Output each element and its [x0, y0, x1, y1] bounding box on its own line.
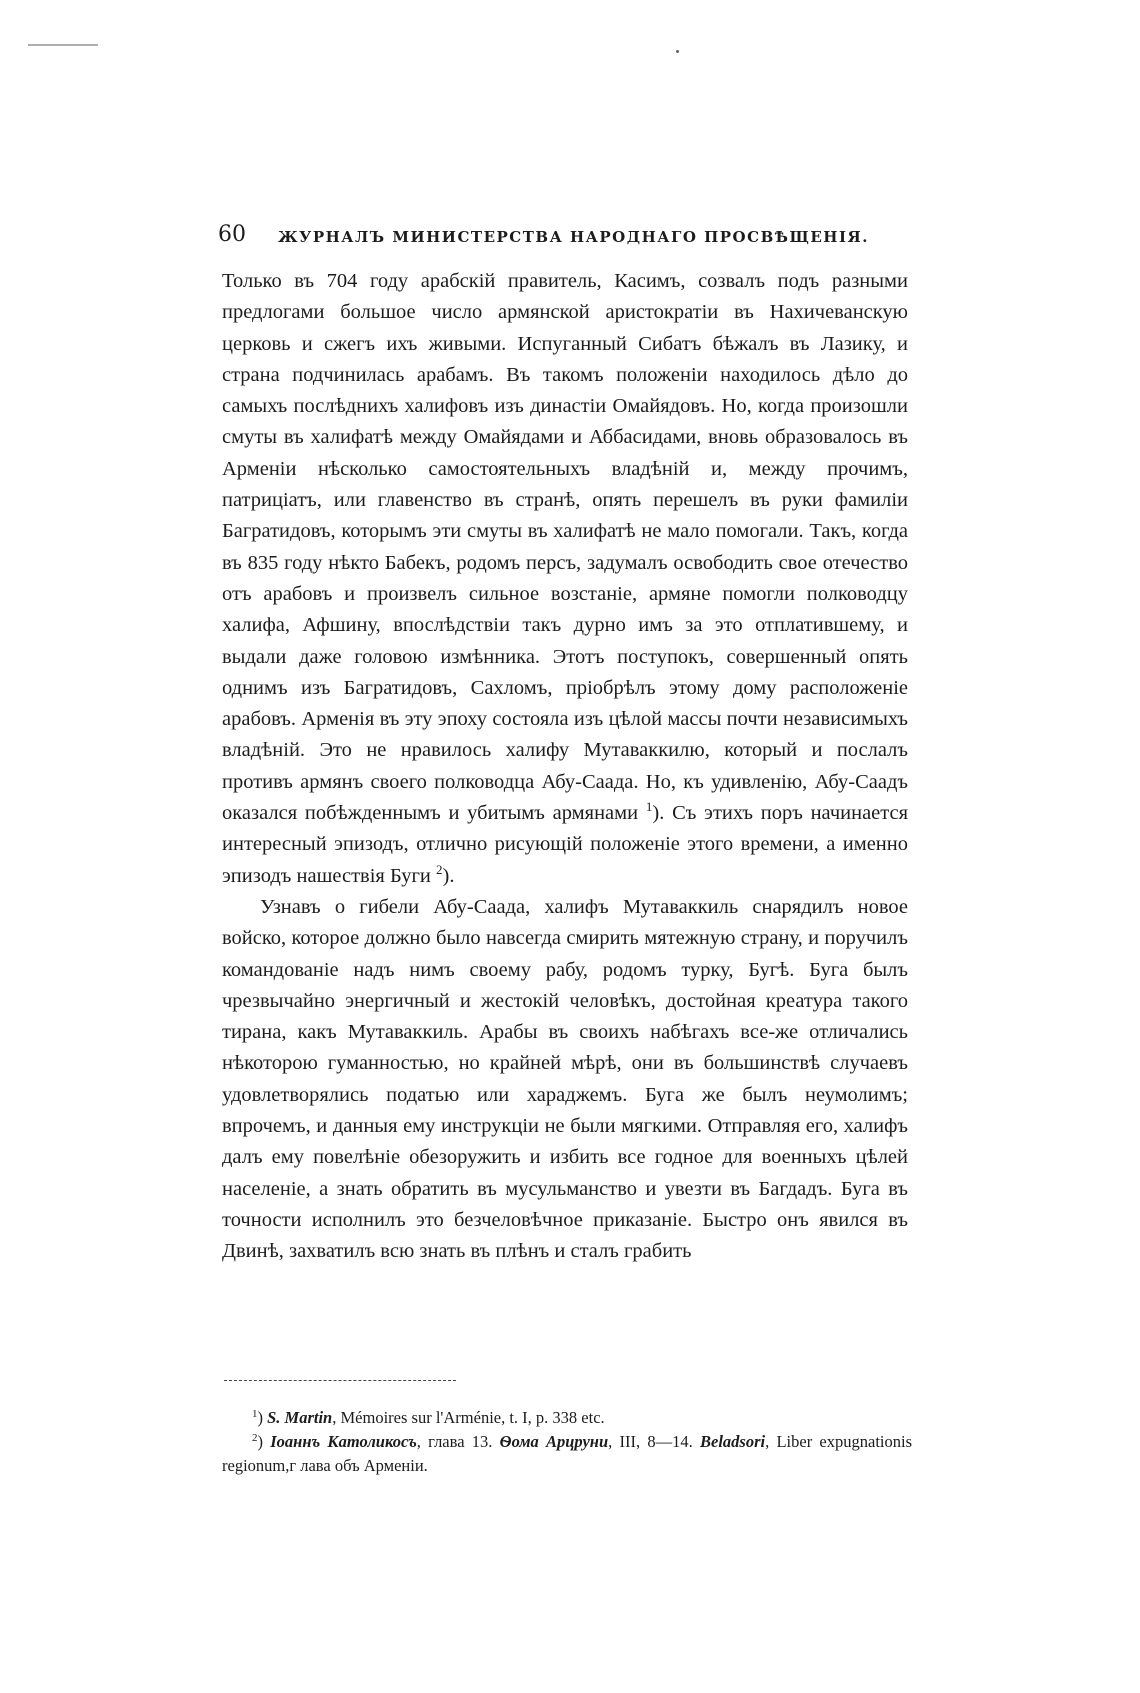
footnote-2-number: 2 [252, 1431, 258, 1444]
footnote-1 [222, 1406, 912, 1430]
paragraph-1-text-c: ). [442, 864, 455, 887]
footnote-1-number: 1 [252, 1407, 258, 1420]
paragraph-1: Только въ 704 году арабскій правитель, Касимъ, созвалъ подъ разными предлогами большое число армянской аристократіи въ Нахичеванскую церковь и сжегъ ихъ живыми. Испуганный Сибатъ бѣжалъ въ Лазику, и страна подчинилась арабамъ. Въ такомъ положеніи находилось дѣло до самыхъ послѣднихъ халифовъ изъ династіи Омайядовъ. Но, когда произошли смуты въ халифатѣ между Омайядами и Аббасидами, вновь образовалось въ Арменіи нѣсколько самостоятельныхъ владѣній и, между прочимъ, патриціатъ, или главенство въ странѣ, опять перешелъ въ руки фамиліи Багратидовъ, которымъ эти смуты въ халифатѣ не мало помогали. Такъ, когда въ 835 году нѣкто Бабекъ, родомъ персъ, задумалъ освободить свое отечество отъ арабовъ и произвелъ сильное возстаніе, армяне помогли полководцу халифа, Афшину, впослѣдствіи такъ дурно имъ за это отплатившему, и выдали даже головою измѣнника. Этотъ поступокъ, совершенный опять однимъ изъ Багратидовъ, Сахломъ, пріобрѣлъ этому дому расположеніе арабовъ. Арменія въ эту эпоху состояла изъ цѣлой массы почти независимыхъ владѣній. Это не нравилось халифу Мутаваккилю, который и послалъ противъ армянъ своего полководца Абу-Саада. Но, къ удивленію, Абу-Саадъ оказался побѣжденнымъ и убитымъ армянами $^1$). Съ этихъ поръ начинается интересный эпизодъ, отлично рисующій положеніе этого времени, а именно эпизодъ нашествія Буги $^2$). [222, 270, 909, 887]
footnote-2-rest: , Liber expugnationis regionum,г лава объ Арменіи. [222, 1432, 913, 1475]
footnote-ref-1: 1 [645, 799, 653, 815]
footnote-2-author-3: Beladsori [699, 1432, 766, 1451]
paragraph-1-text-a: Только въ 704 году арабскій правитель, Касимъ, созвалъ подъ разными предлогами большое число армянской аристократіи въ Нахичеванскую церковь и сжегъ ихъ живыми. Испуганный Сибатъ бѣжалъ въ Лазику, и страна подчинилась арабамъ. Въ такомъ положеніи находилось дѣло до самыхъ послѣднихъ халифовъ изъ династіи Омайядовъ. Но, когда произошли смуты въ халифатѣ между Омайядами и Аббасидами, вновь образовалось въ Арменіи нѣсколько самостоятельныхъ владѣній и, между прочимъ, патриціатъ, или главенство въ странѣ, опять перешелъ въ руки фамиліи Багратидовъ, которымъ эти смуты въ халифатѣ не мало помогали. Такъ, когда въ 835 году нѣкто Бабекъ, родомъ персъ, задумалъ освободить свое отечество отъ арабовъ и произвелъ сильное возстаніе, армяне помогли полководцу халифа, Афшину, впослѣдствіи такъ дурно имъ за это отплатившему, и выдали даже головою измѣнника. Этотъ поступокъ, совершенный опять однимъ изъ Багратидовъ, Сахломъ, пріобрѣлъ этому дому расположеніе арабовъ. Арменія въ эту эпоху состояла изъ цѣлой массы почти независимыхъ владѣній. Это не нравилось халифу Мутаваккилю, который и послалъ противъ армянъ своего полководца Абу-Саада. Но, къ удивленію, Абу-Саадъ оказался побѣжденнымъ и убитымъ армянами [222, 270, 908, 825]
paragraph-2: Узнавъ о гибели Абу-Саада, халифъ Мутаваккиль снарядилъ новое войско, которое должно было навсегда смирить мятежную страну, и поручилъ командованіе надъ нимъ своему рабу, родомъ турку, Бугѣ. Буга былъ чрезвычайно энергичный и жестокій человѣкъ, достойная креатура такого тирана, какъ Мутаваккиль. Арабы въ своихъ набѣгахъ все-же отличались нѣкоторою гуманностью, но крайней мѣрѣ, они въ большинствѣ случаевъ удовлетворялись податью или хараджемъ. Буга же былъ неумолимъ; впрочемъ, и данныя ему инструкціи не были мягкими. Отправляя его, халифъ далъ ему повелѣніе обезоружить и избить все годное для военныхъ цѣлей населеніе, а знать обратить въ мусульманство и увезти въ Багдадъ. Буга въ точности исполнилъ это безчеловѣчное приказаніе. Быстро онъ явился въ Двинѣ, захватилъ всю знать въ плѣнъ и сталъ грабить [222, 895, 908, 1263]
scan-artifact-line [28, 44, 98, 46]
footnote-2-author: Іоаннъ Католикосъ [270, 1432, 417, 1451]
footnote-2 [222, 1430, 912, 1478]
footnote-1-author: S. Martin [267, 1408, 333, 1427]
footnotes [222, 1406, 912, 1478]
footnote-1-close: ) [257, 1408, 263, 1427]
body-text [222, 266, 908, 1268]
page-number: 60 [218, 222, 246, 247]
journal-title: ЖУРНАЛЪ МИНИСТЕРСТВА НАРОДНАГО ПРОСВѢЩЕНІЯ. [278, 228, 869, 246]
footnote-1-rest: , Mémoires sur l'Arménie, t. I, p. 338 etc. [332, 1408, 605, 1427]
footnote-2-author-2: Ѳома Арцруни [499, 1432, 609, 1451]
footnote-2-middle-2: , III, 8—14. [608, 1432, 700, 1451]
scan-artifact-dot [676, 50, 679, 53]
footnote-2-close: ) [257, 1432, 263, 1451]
footnote-2-middle: , глава 13. [416, 1432, 500, 1451]
running-head [218, 222, 906, 252]
footnote-ref-2: 2 [436, 861, 443, 877]
paragraph-1-text-b: . Съ этихъ поръ начинается интересный эпизодъ, отлично рисующій положеніе этого времени, а именно эпизодъ нашествія Буги [222, 802, 909, 887]
footnote-divider [224, 1380, 456, 1381]
